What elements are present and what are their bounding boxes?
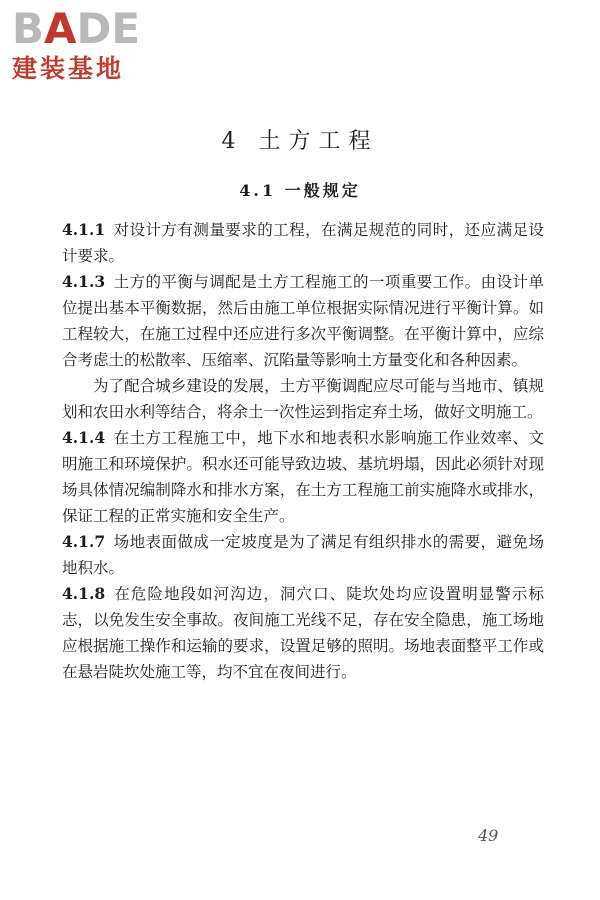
section-title: 4.1 一般规定	[239, 181, 361, 200]
paragraph-4-1-3-continued	[62, 373, 544, 425]
clause-number: 4.1.8	[62, 584, 106, 603]
site-logo	[12, 6, 182, 86]
page-number: 49	[478, 826, 499, 845]
paragraph-text: 对设计方有测量要求的工程，在满足规范的同时，还应满足设计要求。	[62, 221, 544, 265]
logo-wordmark: BADE	[12, 4, 141, 53]
clause-number: 4.1.4	[62, 428, 106, 447]
clause-number: 4.1.3	[62, 272, 106, 291]
clause-number: 4.1.7	[62, 532, 106, 551]
logo-subtitle: 建装基地	[12, 54, 125, 83]
paragraph-text: 场地表面做成一定坡度是为了满足有组织排水的需要，避免场地积水。	[62, 533, 544, 577]
paragraph-4-1-3	[62, 269, 544, 373]
paragraph-4-1-8	[62, 581, 544, 685]
paragraph-4-1-7	[62, 529, 544, 581]
paragraph-text: 土方的平衡与调配是土方工程施工的一项重要工作。由设计单位提出基本平衡数据，然后由施工单位根据实际情况进行平衡计算。如工程较大，在施工过程中还应进行多次平衡调整。在平衡计算中，应综合考虑土的松散率、压缩率、沉陷量等影响土方量变化和各种因素。	[62, 273, 544, 369]
clause-number: 4.1.1	[62, 220, 106, 239]
body-text	[62, 217, 544, 685]
paragraph-text: 在土方工程施工中，地下水和地表积水影响施工作业效率、文明施工和环境保护。积水还可能导致边坡、基坑坍塌，因此必须针对现场具体情况编制降水和排水方案，在土方工程施工前实施降水或排水，保证工程的正常实施和安全生产。	[62, 429, 544, 525]
chapter-title: 4 土方工程	[221, 129, 379, 154]
paragraph-4-1-1	[62, 217, 544, 269]
paragraph-text: 为了配合城乡建设的发展，土方平衡调配应尽可能与当地市、镇规划和农田水利等结合，将余土一次性运到指定弃土场，做好文明施工。	[62, 377, 544, 421]
paragraph-text: 在危险地段如河沟边，洞穴口、陡坎处均应设置明显警示标志，以免发生安全事故。夜间施工光线不足，存在安全隐患，施工场地应根据施工操作和运输的要求，设置足够的照明。场地表面整平工作或在悬岩陡坎处施工等，均不宜在夜间进行。	[62, 585, 544, 681]
paragraph-4-1-4	[62, 425, 544, 529]
